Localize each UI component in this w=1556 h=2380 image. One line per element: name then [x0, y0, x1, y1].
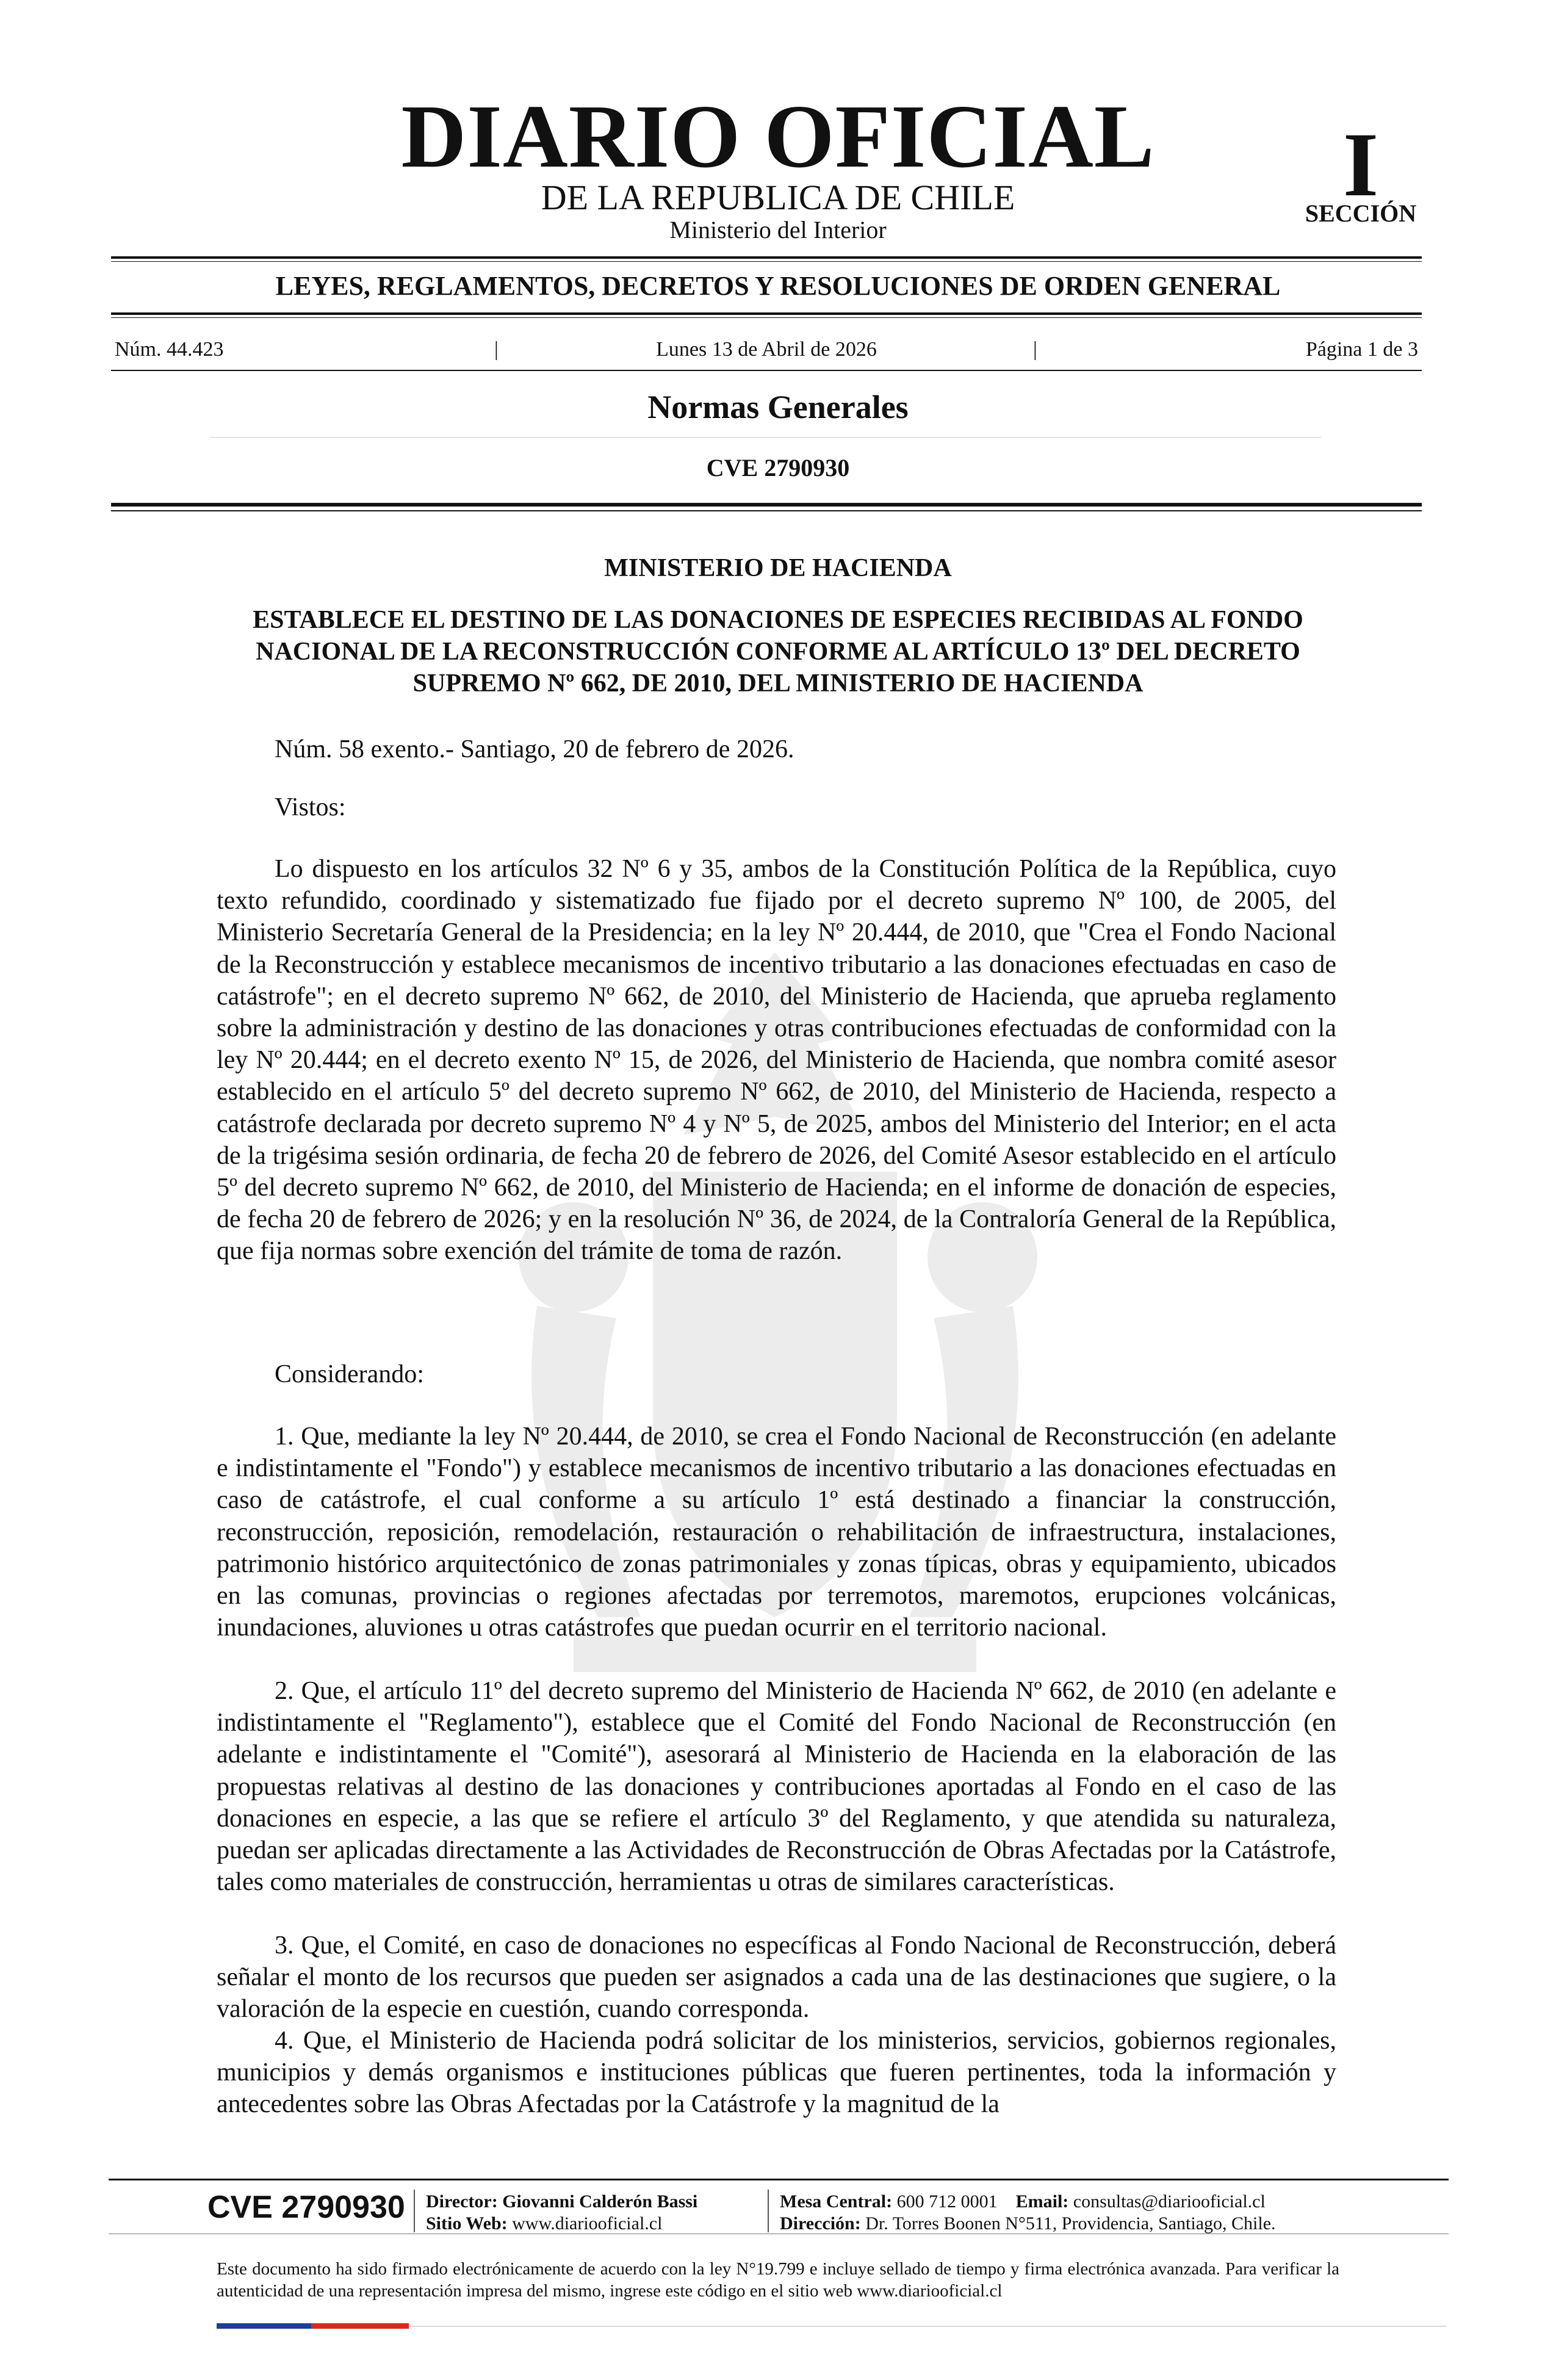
masthead-ministry: Ministerio del Interior	[669, 216, 887, 243]
considerando-paragraph: 2. Que, el artículo 11º del decreto supremo del Ministerio de Hacienda Nº 662, de 2010 (en adelante e indistintamente el "Reglamento"), establece que el Comité del Fondo Nacional de Reconstrucción (en adelante e indistintamente el "Comité"), asesorará al Ministerio de Hacienda en la elaboración de las propuestas relativas al destino de las donaciones y contribuciones aportadas al Fondo en el caso de las donaciones en especie, a las que se refiere el artículo 3º del Reglamento, y que atendida su naturaleza, puedan ser aplicadas directamente a las Actividades de Reconstrucción de Obras Afectadas por la Catástrofe, tales como materiales de construcción, herramientas u otras de similares características.	[217, 1677, 1336, 1897]
cve-code: CVE 2790930	[706, 454, 850, 481]
flag-stripe-gray	[409, 2326, 1446, 2327]
considerando-label: Considerando:	[275, 1360, 424, 1388]
director-label: Director:	[426, 2191, 498, 2212]
footer-verification-note: Este documento ha sido firmado electrónicamente de acuerdo con la ley N°19.799 e incluye sellado de tiempo y firma electrónica avanzada. Para verificar la autenticidad de una representación impresa del mismo, ingrese este código en el sitio web www.diariooficial.cl	[217, 2259, 1339, 2301]
considerando-paragraph: 4. Que, el Ministerio de Hacienda podrá solicitar de los ministerios, servicios, gobiernos regionales, municipios y demás organismos e instituciones públicas que fueren pertinentes, toda la información y antecedentes sobre las Obras Afectadas por la Catástrofe y la magnitud de la	[217, 2027, 1336, 2119]
mesa-label: Mesa Central:	[780, 2191, 893, 2212]
email-link[interactable]: consultas@diariooficial.cl	[1073, 2191, 1266, 2212]
masthead-subtitle: DE LA REPUBLICA DE CHILE	[541, 178, 1015, 217]
issue-meta-row	[115, 337, 1418, 362]
address-label: Dirección:	[780, 2213, 861, 2234]
masthead-rule-top-thin	[111, 261, 1422, 262]
decree-number-line: Núm. 58 exento.- Santiago, 20 de febrero de 2026.	[275, 735, 794, 763]
category-heading: LEYES, REGLAMENTOS, DECRETOS Y RESOLUCIONES DE ORDEN GENERAL	[275, 271, 1281, 301]
web-link[interactable]: www.diariooficial.cl	[512, 2213, 663, 2234]
section-number: I	[1342, 114, 1379, 215]
vistos-label: Vistos:	[275, 793, 346, 821]
meta-rule	[111, 370, 1422, 371]
considerando-paragraph: 1. Que, mediante la ley Nº 20.444, de 2010, se crea el Fondo Nacional de Reconstrucción (en adelante e indistintamente el "Fondo") y establece mecanismos de incentivo tributario a las donaciones efectuadas en caso de catástrofe, el cual conforme a su artículo 1º está destinado a financiar la construcción, reconstrucción, reposición, remodelación, restauración o rehabilitación de infraestructura, instalaciones, patrimonio histórico arquitectónico de zonas patrimoniales y zonas típicas, obras y equipamiento, ubicados en las comunas, provincias o regiones afectadas por terremotos, maremotos, erupciones volcánicas, inundaciones, aluviones u otras catástrofes que puedan ocurrir en el territorio nacional.	[217, 1423, 1336, 1642]
section-heading: Normas Generales	[647, 389, 909, 425]
category-rule	[111, 312, 1422, 315]
issue-date: Lunes 13 de Abril de 2026	[656, 338, 877, 361]
footer-divider	[414, 2190, 415, 2232]
footer-contact-block	[780, 2191, 1276, 2235]
issuing-ministry: MINISTERIO DE HACIENDA	[604, 554, 952, 582]
flag-stripe-red	[311, 2323, 409, 2329]
email-label: Email:	[1015, 2191, 1069, 2212]
section-label: SECCIÓN	[1305, 200, 1417, 227]
document-title: ESTABLECE EL DESTINO DE LAS DONACIONES DE ESPECIES RECIBIDAS AL FONDO NACIONAL DE LA RECONSTRUCCIÓN CONFORME AL ARTÍCULO 13º DEL DECRETO SUPREMO Nº 662, DE 2010, DEL MINISTERIO DE HACIENDA	[253, 606, 1303, 698]
footer-divider	[768, 2190, 769, 2232]
address-value: Dr. Torres Boonen N°511, Providencia, Santiago, Chile.	[865, 2213, 1276, 2234]
director-name: Giovanni Calderón Bassi	[502, 2191, 698, 2212]
web-label: Sitio Web:	[426, 2213, 508, 2234]
masthead-title: DIARIO OFICIAL	[401, 87, 1155, 187]
section-heading-rule	[211, 437, 1321, 438]
mesa-phone: 600 712 0001	[896, 2191, 998, 2212]
meta-separator: |	[1033, 338, 1037, 361]
footer-cve-code: CVE 2790930	[207, 2190, 405, 2225]
footer-rule	[109, 2179, 1449, 2180]
category-rule-thin	[111, 317, 1422, 318]
meta-separator: |	[494, 338, 499, 361]
page-indicator: Página 1 de 3	[1305, 338, 1418, 361]
header-bottom-rule-thick	[111, 503, 1422, 507]
footer-director-block	[426, 2191, 697, 2235]
vistos-paragraph: Lo dispuesto en los artículos 32 Nº 6 y 35, ambos de la Constitución Política de la República, cuyo texto refundido, coordinado y sistematizado fue fijado por el decreto supremo Nº 100, de 2005, del Ministerio Secretaría General de la Presidencia; en la ley Nº 20.444, de 2010, que "Crea el Fondo Nacional de la Reconstrucción y establece mecanismos de incentivo tributario a las donaciones efectuadas en caso de catástrofe"; en el decreto supremo Nº 662, de 2010, del Ministerio de Hacienda, que aprueba reglamento sobre la administración y destino de las donaciones y otras contribuciones efectuadas de conformidad con la ley Nº 20.444; en el decreto exento Nº 15, de 2026, del Ministerio de Hacienda, que nombra comité asesor establecido en el artículo 5º del decreto supremo Nº 662, de 2010, del Ministerio de Hacienda, respecto a catástrofe declarada por decreto supremo Nº 4 y Nº 5, de 2025, ambos del Ministerio del Interior; en el acta de la trigésima sesión ordinaria, de fecha 20 de febrero de 2026, del Comité Asesor establecido en el artículo 5º del decreto supremo Nº 662, de 2010, del Ministerio de Hacienda; en el informe de donación de especies, de fecha 20 de febrero de 2026; y en la resolución Nº 36, de 2024, de la Contraloría General de la República, que fija normas sobre exención del trámite de toma de razón.	[217, 855, 1336, 1266]
considerando-paragraph: 3. Que, el Comité, en caso de donaciones no específicas al Fondo Nacional de Reconstrucción, deberá señalar el monto de los recursos que pueden ser asignados a cada una de las destinaciones que sugiere, o la valoración de la especie en cuestión, cuando corresponda.	[217, 1931, 1336, 2024]
issue-number: Núm. 44.423	[115, 338, 224, 361]
header-bottom-rule-thin	[111, 510, 1422, 511]
masthead-rule-top	[111, 256, 1422, 259]
flag-stripe-blue	[217, 2323, 311, 2329]
